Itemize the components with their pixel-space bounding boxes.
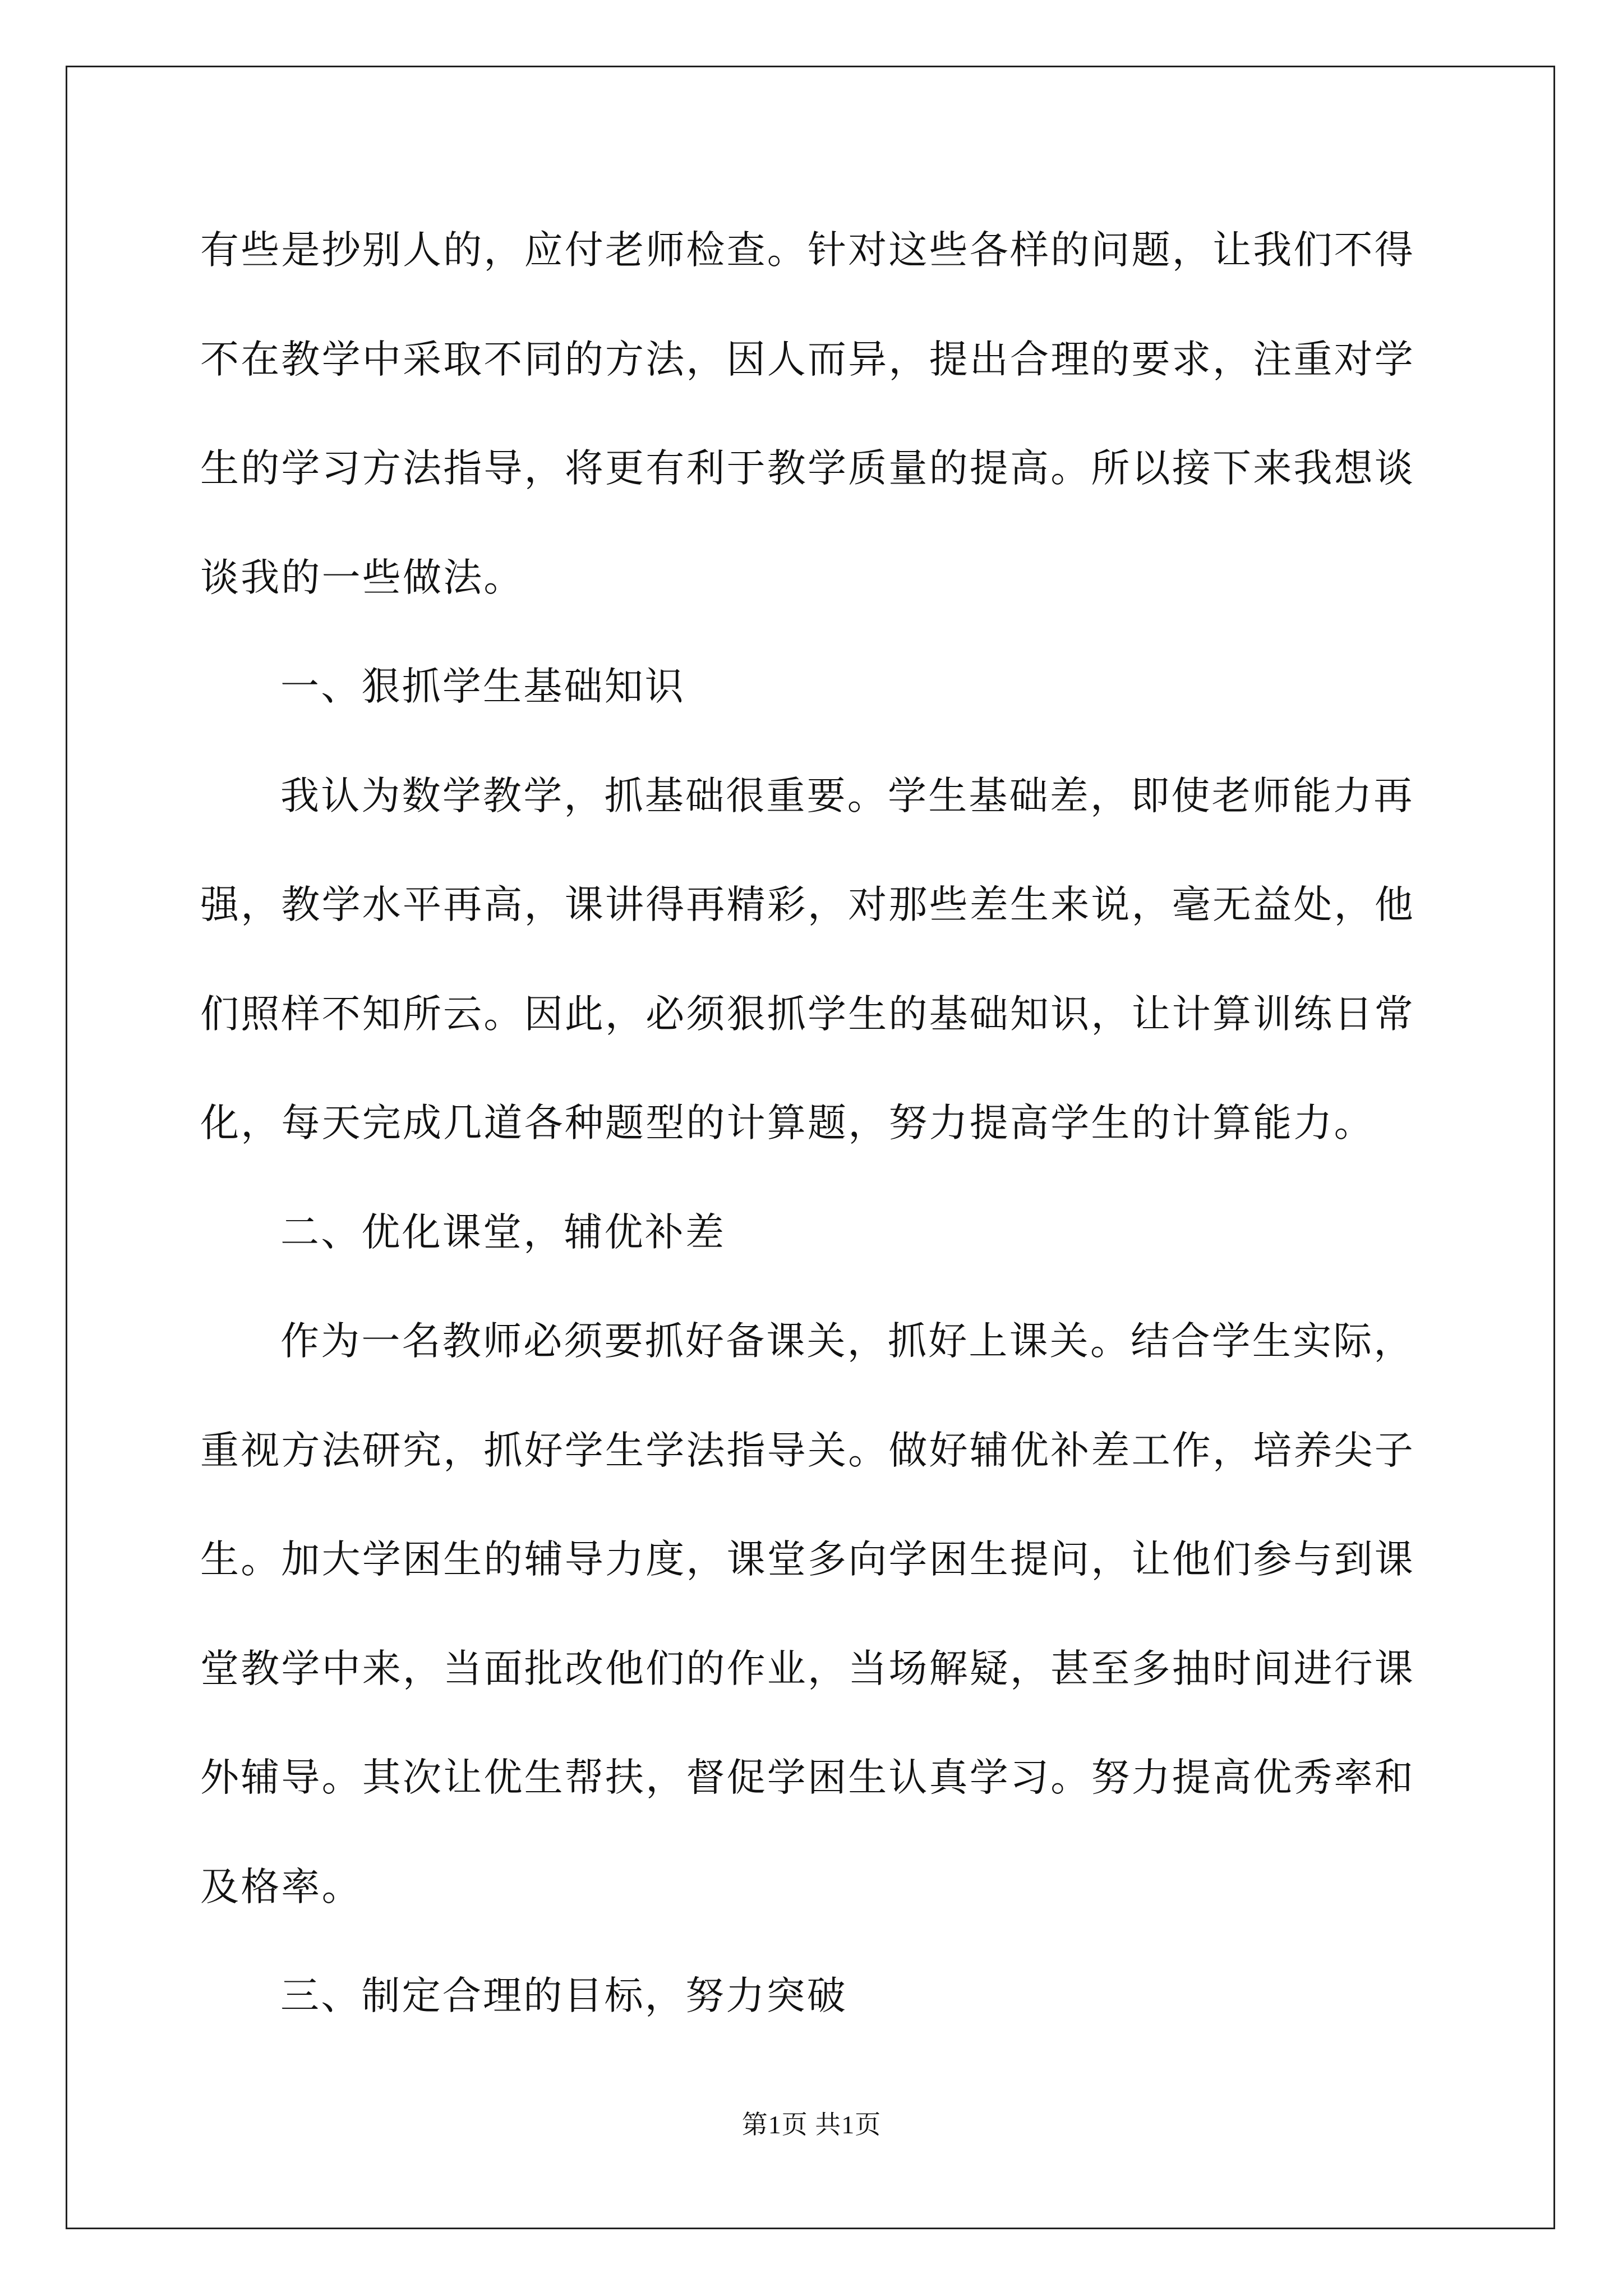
- paragraph-line: 谈我的一些做法。: [200, 555, 524, 600]
- paragraph-line: 及格率。: [200, 1865, 362, 1910]
- paragraph-line: 化，每天完成几道各种题型的计算题，努力提高学生的计算能力。: [200, 1101, 1375, 1145]
- paragraph-line: 作为一名教师必须要抓好备课关，抓好上课关。结合学生实际，: [280, 1319, 1414, 1364]
- paragraph-line: 生的学习方法指导，将更有利于教学质量的提高。所以接下来我想谈: [200, 446, 1415, 491]
- section-heading: 三、制定合理的目标，努力突破: [280, 1973, 847, 2018]
- paragraph-line: 强，教学水平再高，课讲得再精彩，对那些差生来说，毫无益处，他: [200, 882, 1415, 927]
- paragraph-line: 有些是抄别人的，应付老师检查。针对这些各样的问题，让我们不得: [200, 228, 1415, 273]
- paragraph-line: 生。加大学困生的辅导力度，课堂多向学困生提问，让他们参与到课: [200, 1537, 1415, 1582]
- section-heading: 二、优化课堂，辅优补差: [280, 1210, 726, 1255]
- paragraph-line: 不在教学中采取不同的方法，因人而异，提出合理的要求，注重对学: [200, 337, 1415, 382]
- section-heading: 一、狠抓学生基础知识: [280, 664, 685, 709]
- paragraph-line: 堂教学中来，当面批改他们的作业，当场解疑，甚至多抽时间进行课: [200, 1646, 1415, 1691]
- paragraph-line: 外辅导。其次让优生帮扶，督促学困生认真学习。努力提高优秀率和: [200, 1755, 1415, 1800]
- paragraph-line: 我认为数学教学，抓基础很重要。学生基础差，即使老师能力再: [280, 774, 1414, 818]
- paragraph-line: 们照样不知所云。因此，必须狠抓学生的基础知识，让计算训练日常: [200, 992, 1415, 1037]
- paragraph-line: 重视方法研究，抓好学生学法指导关。做好辅优补差工作，培养尖子: [200, 1428, 1415, 1473]
- page-footer: 第1页 共1页: [741, 2110, 882, 2139]
